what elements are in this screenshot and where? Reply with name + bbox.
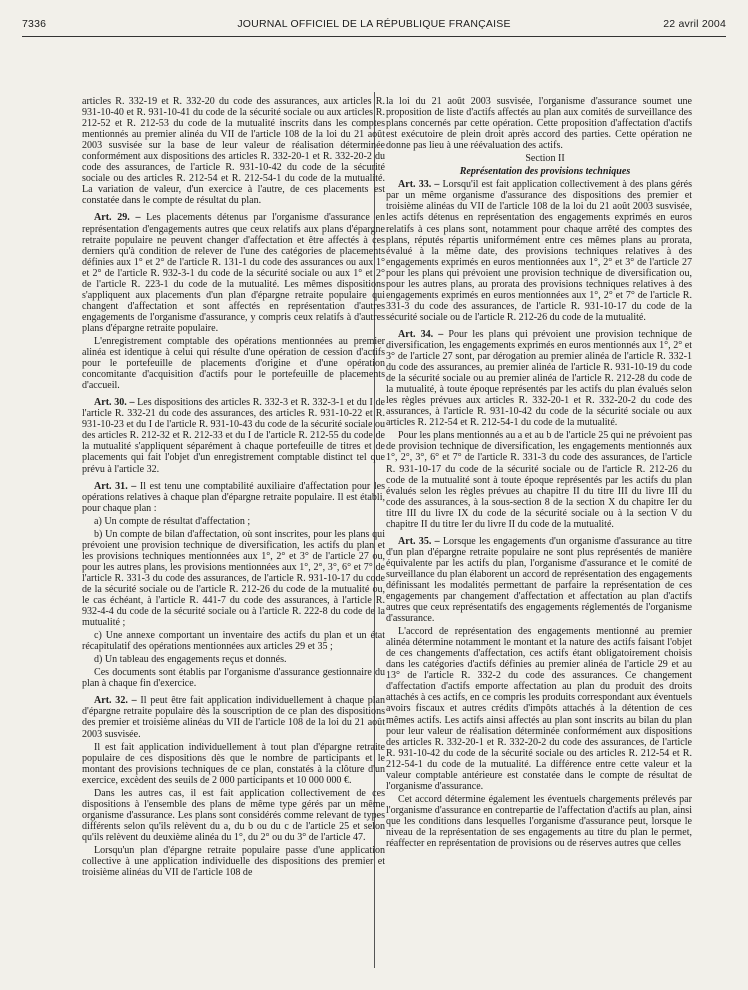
right-column <box>386 96 692 976</box>
section-heading: Section II <box>525 153 565 165</box>
paragraph: L'accord de représentation des engagements mentionné au premier alinéa détermine notamment le montant et la nature des actifs faisant l'objet de ces changements d'affectation, ces actifs étant obligatoirement choisis dans les catégories d'actifs définies au premier alinéa de l'article 29 et au 13° de l'article R. 332-2 du code des assurances. Ce changement d'affectation d'actifs emporte affectation au plan du produit des droits attachés à ces actifs, en ce compris les produits correspondant aux éventuels avoirs fiscaux et autres crédits d'impôts attachés à la détention de ces mêmes actifs. Les actifs ainsi affectés au plan sont inscrits au bilan du plan pour leur valeur de réalisation déterminée conformément aux dispositions des articles R. 332-20-1 et R. 332-20-2 du code des assurances, de l'article R. 931-10-42 du code de la sécurité sociale ou des articles R. 212-54 et R. 212-54-1 du code de la mutualité. La différence entre cette valeur et la valeur comptable antérieure est constatée dans le compte de résultat de l'organisme d'assurance. <box>386 626 692 792</box>
article-label: Art. 33. – <box>398 179 440 191</box>
article-text: Il est tenu une comptabilité auxiliaire d'affectation pour les opérations relatives à chaque plan d'épargne retraite populaire. Il est établi, pour chaque plan : <box>82 480 385 514</box>
article-label: Art. 35. – <box>398 535 440 547</box>
article-label: Art. 30. – <box>94 397 135 409</box>
article-text: Pour les plans qui prévoient une provision technique de diversification, les engagements exprimés en euros mentionnés aux 1°, 2° et 3° de l'article 27 sont, par dérogation au premier alinéa de l'article R. 332-1 du code des assurances, au premier alinéa de l'article R. 931-10-19 du code de la sécurité sociale ou au premier alinéa de l'article R. 212-28 du code de la mutualité, à toute époque représentés par les actifs du plan évalués selon les règles prévues aux articles R. 332-20-1 et R. 332-20-2 du code des assurances, à l'article R. 931-10-42 du code de la sécurité sociale ou aux articles R. 212-54 et R. 212-54-1 du code de la mutualité. <box>386 328 692 429</box>
article-text: Les dispositions des articles R. 332-3 et R. 332-3-1 et du I de l'article R. 332-21 du code des assurances, des articles R. 931-10-22 et R. 931-10-23 et du I de l'article R. 931-10-43 du code de la sécurité sociale ou des articles R. 212-32 et R. 212-33 et du I de l'article R. 212-55 du code de la mutualité s'appliquent séparément à chaque portefeuille de titres et de placements qui fait l'objet d'un enregistrement comptable distinct tel que prévu à l'article 32. <box>82 397 385 475</box>
page-number: 7336 <box>22 18 47 30</box>
article-32 <box>82 695 385 739</box>
article-35 <box>386 536 692 624</box>
article-33 <box>386 179 692 323</box>
issue-date: 22 avril 2004 <box>663 18 726 30</box>
list-item-c: c) Une annexe comportant un inventaire des actifs du plan et un état récapitulatif des opérations mentionnées aux articles 29 et 35 ; <box>82 630 385 653</box>
paragraph: Cet accord détermine également les éventuels chargements prélevés par l'organisme d'assurance en contrepartie de l'affectation d'actifs au plan, ainsi que les conditions dans lesquelles l'organisme d'assurance peut, lorsque le niveau de la représentation de ses engagements au titre du plan le permet, réaffecter en représentation de provisions ou de réserves autres que celles <box>386 793 692 850</box>
list-item-b: b) Un compte de bilan d'affectation, où sont inscrites, pour les plans qui prévoient une provision technique de diversification, les actifs du plan et les provisions techniques mentionnées aux 1°, 2° et 3° de l'article 27 ou, pour les autres plans, les provisions mentionnées aux 1°, 2°, 3°, 6° et 7° de l'article R. 331-3 du code des assurances, de l'article R. 931-10-17 du code de la sécurité sociale ou de l'article R. 212-26 du code de la mutualité ou, le cas échéant, à l'article R. 441-7 du code des assurances, à l'article R. 932-4-4 du code de la sécurité sociale ou à l'article R. 222-8 du code de la mutualité ; <box>82 528 385 629</box>
article-31 <box>82 481 385 514</box>
header-rule <box>22 36 726 37</box>
paragraph: Dans les autres cas, il est fait application collectivement de ces dispositions à l'ensemble des plans de même type gérés par un même organisme d'assurance. Les plans sont considérés comme relevant de types différents selon qu'ils relèvent du a, du b ou du c de l'article 25 et selon qu'ils relèvent du deuxième alinéa du 1°, du 2° ou du 3° de l'article 47. <box>82 787 385 843</box>
list-item-d: d) Un tableau des engagements reçus et donnés. <box>94 654 287 666</box>
article-text: Lorsque les engagements d'un organisme d'assurance au titre d'un plan d'épargne retraite populaire ne sont plus représentés de manière équivalente par les actifs du plan, l'organisme d'assurance et le comité de surveillance du plan élaborent un accord de représentation des engagements définissant les modalités permettant de parfaire la représentation de ces engagements par changement d'affectation et affectation au plan d'actifs autres que ceux représentatifs des engagements réglementés de l'organisme d'assurance. <box>386 535 692 625</box>
page-header <box>22 18 726 34</box>
left-column <box>82 96 385 976</box>
paragraph: L'enregistrement comptable des opérations mentionnées au premier alinéa est identique à celui qui résulte d'une opération de cession d'actifs pour le portefeuille de placements d'origine et d'une opération concomitante d'acquisition d'actifs pour le portefeuille de placements d'accueil. <box>82 335 385 392</box>
paragraph: Pour les plans mentionnés au a et au b de l'article 25 qui ne prévoient pas de provision technique de diversification, les engagements mentionnés aux 1°, 2°, 3°, 6° et 7° de l'article R. 331-3 du code des assurances, de l'article R. 931-10-17 du code de la sécurité sociale ou de l'article R. 212-26 du code de la mutualité sont à toute époque représentés par les actifs du plan évalués selon les règles prévues au chapitre II du titre III du livre III du code des assurances, à la sous-section 8 de la section X du chapitre Ier du titre III du livre IX du code de la sécurité sociale ou à la section V du chapitre II du titre Ier du livre II du code de la mutualité. <box>386 430 692 530</box>
journal-title: JOURNAL OFFICIEL DE LA RÉPUBLIQUE FRANÇAISE <box>237 18 511 30</box>
paragraph: articles R. 332-19 et R. 332-20 du code des assurances, aux articles R. 931-10-40 et R. 931-10-41 du code de la sécurité sociale ou aux articles R. 212-52 et R. 212-53 du code de la mutualité inscrits dans les comptes mentionnés au premier alinéa du VII de l'article 108 de la loi du 21 août 2003 susvisée sur la base de leur valeur de réalisation déterminée conformément aux dispositions des articles R. 332-20-1 et R. 332-20-2 du code des assurances, de l'article R. 931-10-42 du code de la sécurité sociale ou des articles R. 212-54 et R. 212-54-1 du code de la mutualité. La variation de valeur, d'un exercice à l'autre, de ces placements est constatée dans le compte de résultat du plan. <box>82 96 385 207</box>
paragraph: la loi du 21 août 2003 susvisée, l'organisme d'assurance soumet une proposition de liste d'actifs affectés au plan aux comités de surveillance des plans concernés par cette opération. Cette proposition d'affectation d'actifs est exécutoire de plein droit après accord des parties. Cette opération ne donne pas lieu à une réévaluation des actifs. <box>386 96 692 152</box>
paragraph: Lorsqu'un plan d'épargne retraite populaire passe d'une application collective à une application individuelle des dispositions des premier et troisième alinéas du VII de l'article 108 de <box>82 845 385 879</box>
list-item-a: a) Un compte de résultat d'affectation ; <box>94 515 251 527</box>
article-text: Lorsqu'il est fait application collectivement à des plans gérés par un même organisme d'assurance des dispositions des premier et troisième alinéas du VII de l'article 108 de la loi du 21 août 2003 susvisée, les actifs détenus en représentation des engagements exprimés en euros relatifs à ces plans sont, notamment pour chaque arrêté des comptes des plans, réputés répartis uniformément entre ces mêmes plans au prorata, évalué à la même date, des provisions techniques relatives à des engagements exprimés en euros mentionnées aux 1°, 2° et 3° de l'article 27 pour les plans qui prévoient une provision technique de diversification ou, pour les autres plans, au prorata des provisions techniques relatives à des engagements exprimés en euros mentionnées aux 1°, 2° et 7° de l'article R. 331-3 du code des assurances, de l'article R. 931-10-17 du code de la sécurité sociale ou de l'article R. 212-26 du code de la mutualité. <box>386 179 692 323</box>
article-29 <box>82 212 385 334</box>
section-title: Représentation des provisions techniques <box>459 166 631 178</box>
paragraph: Ces documents sont établis par l'organisme d'assurance gestionnaire du plan à chaque fin d'exercice. <box>82 667 385 690</box>
article-label: Art. 31. – <box>94 480 137 492</box>
paragraph: Il est fait application individuellement à tout plan d'épargne retraite populaire de ces dispositions dès que le nombre de participants et le montant des provisions techniques de ce plan, constatés à la clôture d'un exercice, excèdent des seuils de 2 000 participants et 10 000 000 €. <box>82 741 385 786</box>
article-text: Les placements détenus par l'organisme d'assurance en représentation d'engagements autres que ceux relatifs aux plans d'épargne retraite populaire ne peuvent changer d'affectation et être affectés à ces derniers qu'à condition de relever de l'une des catégories de placements définies aux 1° et 2° de l'article R. 131-1 du code des assurances ou aux 1° et 2° de l'article R. 932-3-1 du code de la sécurité sociale ou aux 1° et 2° de l'article R. 223-1 du code de la mutualité. Les mêmes dispositions s'appliquent aux placements d'un plan d'épargne retraite populaire qui changent d'affectation et sont affectés en représentation d'autres engagements de l'organisme d'assurance, y compris ceux relatifs à d'autres plans d'épargne retraite populaire. <box>82 212 385 334</box>
article-34 <box>386 329 692 428</box>
article-30 <box>82 397 385 474</box>
article-label: Art. 34. – <box>398 328 444 340</box>
article-label: Art. 32. – <box>94 695 137 707</box>
article-text: Il peut être fait application individuellement à chaque plan d'épargne retraite populaire dès la souscription de ce plan des dispositions des premier et troisième alinéas du VII de l'article 108 de la loi du 21 août 2003 susvisée. <box>82 695 385 740</box>
article-label: Art. 29. – <box>94 212 141 224</box>
